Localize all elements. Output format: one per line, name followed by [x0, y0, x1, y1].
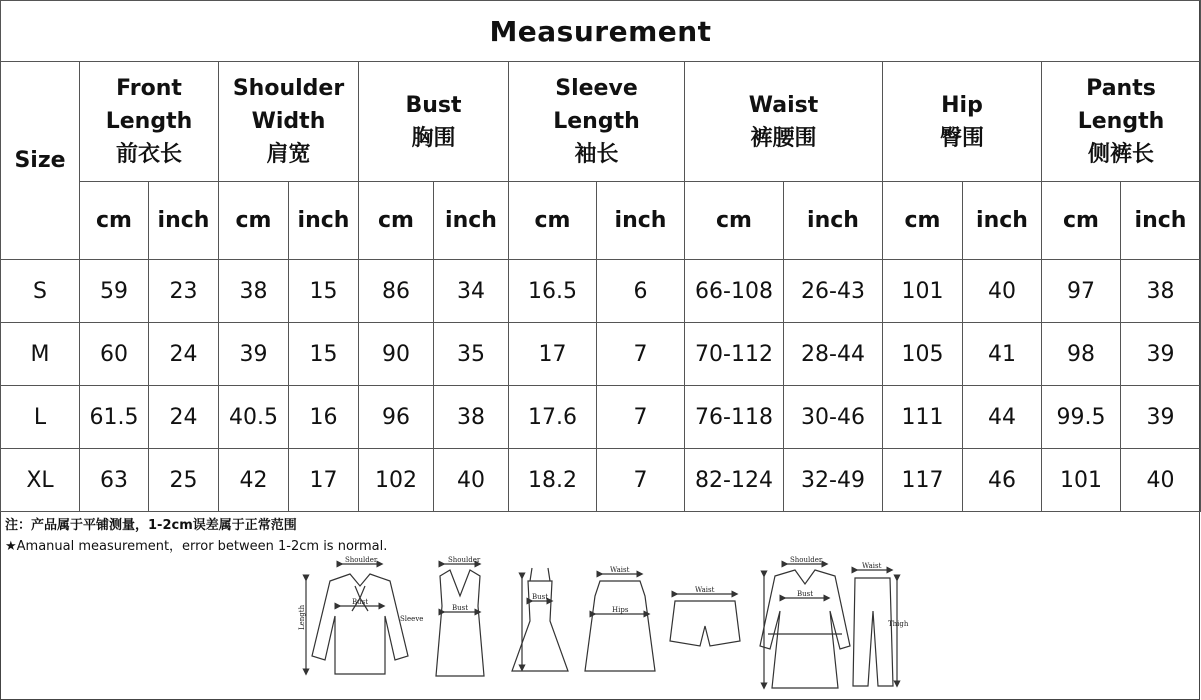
header-waist	[685, 62, 883, 182]
note-english: ★Amanual measurement，error between 1-2cm is normal.	[5, 539, 388, 554]
header-hip	[883, 62, 1042, 182]
header-bust	[359, 62, 509, 182]
size-cell: L	[1, 386, 80, 449]
unit-header-cm: cm	[883, 182, 963, 260]
table-cell: 34	[434, 260, 509, 323]
header-chinese: 胸围	[411, 125, 456, 151]
table-cell: 101	[1042, 449, 1121, 512]
unit-header-inch: inch	[434, 182, 509, 260]
unit-header-inch: inch	[289, 182, 359, 260]
table-cell: 25	[149, 449, 219, 512]
table-cell: 96	[359, 386, 434, 449]
table-cell: 38	[219, 260, 289, 323]
unit-header-inch: inch	[784, 182, 883, 260]
header-chinese: 袖长	[574, 142, 619, 167]
table-cell: 35	[434, 323, 509, 386]
table-cell: 63	[80, 449, 149, 512]
table-cell: 16	[289, 386, 359, 449]
coat-diagram	[760, 564, 850, 688]
table-cell: 17.6	[509, 386, 597, 449]
unit-header-row	[1, 182, 1201, 260]
table-row	[1, 260, 1201, 323]
header-chinese: 侧裤长	[1088, 142, 1155, 167]
header-line: Length	[105, 109, 193, 134]
diagram-label-sleeve: Sleeve	[400, 615, 424, 623]
diagram-label-shoulder: Shoulder	[448, 556, 481, 564]
header-chinese: 前衣长	[115, 142, 182, 167]
table-cell: 41	[963, 323, 1042, 386]
table-cell: 39	[1121, 386, 1201, 449]
table-cell: 7	[597, 323, 685, 386]
table-cell: 17	[509, 323, 597, 386]
table-cell: 24	[149, 323, 219, 386]
header-front-length	[80, 62, 219, 182]
header-line: Width	[251, 109, 326, 134]
table-cell: 46	[963, 449, 1042, 512]
size-column-header: Size	[1, 62, 80, 260]
garment-diagrams	[298, 556, 909, 696]
table-cell: 7	[597, 449, 685, 512]
table-row	[1, 449, 1201, 512]
blouse-diagram	[306, 564, 408, 674]
header-line: Front	[116, 76, 182, 101]
group-header-row	[1, 62, 1201, 182]
header-chinese: 肩宽	[266, 142, 311, 167]
notes	[5, 515, 387, 557]
diagram-label-waist: Waist	[610, 566, 630, 574]
header-chinese: 裤腰围	[750, 125, 817, 151]
diagram-label-shoulder: Shoulder	[345, 556, 378, 564]
unit-header-cm: cm	[1042, 182, 1121, 260]
table-cell: 76-118	[685, 386, 784, 449]
diagram-label-bust: Bust	[532, 593, 549, 601]
table-cell: 117	[883, 449, 963, 512]
header-line: Waist	[748, 92, 819, 118]
table-cell: 39	[219, 323, 289, 386]
unit-header-inch: inch	[149, 182, 219, 260]
table-cell: 23	[149, 260, 219, 323]
unit-header-cm: cm	[509, 182, 597, 260]
table-cell: 44	[963, 386, 1042, 449]
header-line: Bust	[405, 92, 462, 118]
table-cell: 102	[359, 449, 434, 512]
table-cell: 70-112	[685, 323, 784, 386]
table-cell: 99.5	[1042, 386, 1121, 449]
table-cell: 42	[219, 449, 289, 512]
diagram-label-shoulder: Shoulder	[790, 556, 823, 564]
diagram-label-hips: Hips	[612, 606, 629, 614]
header-line: Hip	[941, 92, 983, 118]
table-cell: 38	[434, 386, 509, 449]
unit-header-inch: inch	[1121, 182, 1201, 260]
table-cell: 38	[1121, 260, 1201, 323]
header-shoulder-width	[219, 62, 359, 182]
unit-header-cm: cm	[685, 182, 784, 260]
diagram-label-thigh: Thigh	[888, 620, 909, 628]
diagram-label-bust: Bust	[797, 590, 814, 598]
table-cell: 98	[1042, 323, 1121, 386]
table-cell: 111	[883, 386, 963, 449]
table-title: Measurement	[1, 1, 1201, 62]
table-cell: 16.5	[509, 260, 597, 323]
note-chinese: 注：产品属于平铺测量，1-2cm误差属于正常范围	[5, 518, 297, 533]
table-cell: 61.5	[80, 386, 149, 449]
unit-header-inch: inch	[597, 182, 685, 260]
table-cell: 101	[883, 260, 963, 323]
header-line: Pants	[1086, 76, 1156, 101]
garment-diagrams-svg	[298, 556, 909, 696]
table-cell: 18.2	[509, 449, 597, 512]
diagram-label-waist: Waist	[862, 562, 882, 570]
table-cell: 60	[80, 323, 149, 386]
unit-header-cm: cm	[80, 182, 149, 260]
unit-header-cm: cm	[219, 182, 289, 260]
table-cell: 7	[597, 386, 685, 449]
header-pants-length	[1042, 62, 1201, 182]
table-cell: 39	[1121, 323, 1201, 386]
unit-header-cm: cm	[359, 182, 434, 260]
table-row	[1, 386, 1201, 449]
table-cell: 28-44	[784, 323, 883, 386]
shorts-diagram	[670, 594, 740, 646]
table-cell: 82-124	[685, 449, 784, 512]
table-cell: 86	[359, 260, 434, 323]
header-sleeve-length	[509, 62, 685, 182]
size-cell: M	[1, 323, 80, 386]
diagram-label-bust: Bust	[352, 598, 369, 606]
table-cell: 40	[1121, 449, 1201, 512]
table-cell: 6	[597, 260, 685, 323]
table-row	[1, 323, 1201, 386]
tank-top-diagram	[436, 564, 484, 676]
header-line: Sleeve Length	[553, 76, 640, 134]
header-line: Shoulder	[232, 76, 345, 101]
diagram-label-bust: Bust	[452, 604, 469, 612]
diagram-label-waist: Waist	[695, 586, 715, 594]
table-cell: 32-49	[784, 449, 883, 512]
size-cell: XL	[1, 449, 80, 512]
title-row	[1, 1, 1201, 62]
header-line: Length	[1077, 109, 1165, 134]
table-cell: 40.5	[219, 386, 289, 449]
table-cell: 15	[289, 260, 359, 323]
table-cell: 105	[883, 323, 963, 386]
table-cell: 59	[80, 260, 149, 323]
table-cell: 24	[149, 386, 219, 449]
dress-diagram	[512, 568, 568, 671]
header-chinese: 臀围	[939, 125, 984, 151]
size-cell: S	[1, 260, 80, 323]
table-cell: 40	[434, 449, 509, 512]
table-cell: 40	[963, 260, 1042, 323]
unit-header-inch: inch	[963, 182, 1042, 260]
pants-diagram	[853, 570, 897, 686]
table-cell: 97	[1042, 260, 1121, 323]
table-cell: 90	[359, 323, 434, 386]
table-cell: 66-108	[685, 260, 784, 323]
table-cell: 17	[289, 449, 359, 512]
diagram-label-length: Length	[298, 604, 306, 630]
table-cell: 30-46	[784, 386, 883, 449]
skirt-diagram	[585, 574, 655, 671]
table-cell: 26-43	[784, 260, 883, 323]
table-cell: 15	[289, 323, 359, 386]
